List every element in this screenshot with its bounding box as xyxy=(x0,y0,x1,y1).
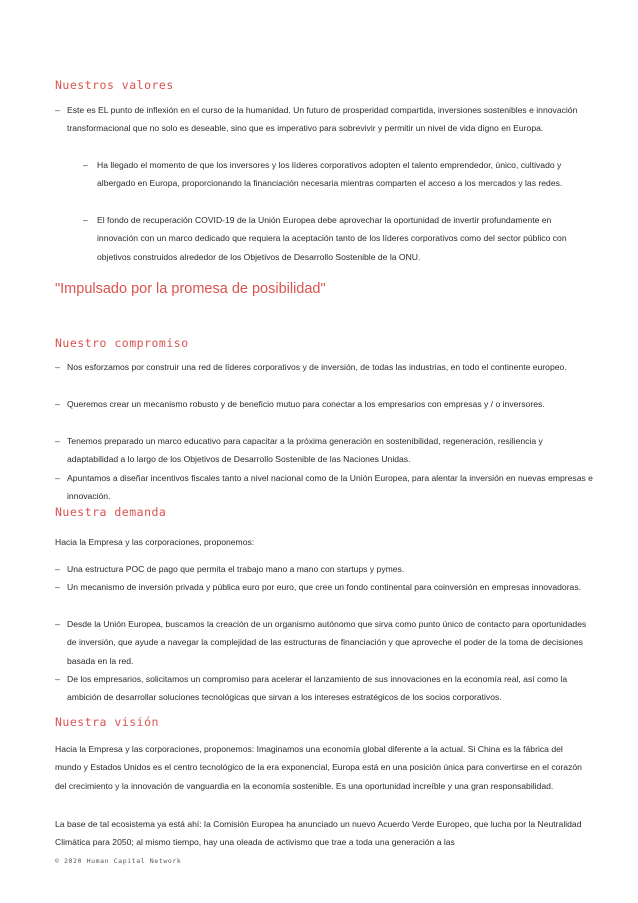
list-item-text: Apuntamos a diseñar incentivos fiscales tanto a nivel nacional como de la Unión Europea, para alentar la inversión en nuevas empresas e innovación. xyxy=(67,473,593,502)
bullet-dash: – xyxy=(55,564,60,574)
pull-quote: "Impulsado por la promesa de posibilidad" xyxy=(55,281,326,297)
bullet-dash: – xyxy=(55,674,60,684)
section-heading-vision: Nuestra visión xyxy=(55,715,159,729)
list-item-text: Tenemos preparado un marco educativo para capacitar a la próxima generación en sostenibilidad, regeneración, resiliencia y adaptabilidad a lo largo de los Objetivos de Desarrollo Sostenible de las Naciones Unidas. xyxy=(67,436,543,465)
bullet-dash: – xyxy=(55,436,60,446)
bullet-dash: – xyxy=(55,582,60,592)
list-item xyxy=(55,615,595,670)
section-heading-demanda: Nuestra demanda xyxy=(55,505,167,519)
section-heading-compromiso: Nuestro compromiso xyxy=(55,336,189,350)
list-item-text: Nos esforzamos por construir una red de líderes corporativos y de inversión, de todas las industrias, en todo el continente europeo. xyxy=(67,362,567,372)
list-item-text: El fondo de recuperación COVID-19 de la Unión Europea debe aprovechar la oportunidad de invertir profundamente en innovación con un marco dedicado que requiera la aceptación tanto de los líderes corporativos como del sector público con objetivos construidos alrededor de los Objetivos de Desarrollo Sostenible de la ONU. xyxy=(97,215,567,262)
list-item xyxy=(55,358,595,376)
list-item xyxy=(55,432,595,469)
bullet-dash: – xyxy=(55,619,60,629)
section-heading-valores: Nuestros valores xyxy=(55,78,174,92)
list-item-text: Un mecanismo de inversión privada y pública euro por euro, que cree un fondo continental para coinversión en empresas innovadoras. xyxy=(67,582,582,592)
list-item-text: Ha llegado el momento de que los inversores y los líderes corporativos adopten el talento emprendedor, único, cultivado y albergado en Europa, proporcionando la financiación necesaria mientras comparten el acceso a los mercados y las redes. xyxy=(97,160,563,189)
list-item xyxy=(55,670,595,707)
footer-copyright: © 2020 Human Capital Network xyxy=(55,857,182,865)
bullet-dash: – xyxy=(55,105,60,115)
bullet-dash: – xyxy=(55,399,60,409)
list-item-text: Queremos crear un mecanismo robusto y de beneficio mutuo para conectar a los empresarios con empresas y / o inversores. xyxy=(67,399,545,409)
list-item xyxy=(83,211,585,266)
list-item xyxy=(55,578,595,596)
list-item xyxy=(55,469,595,506)
list-item-text: Este es EL punto de inflexión en el curso de la humanidad. Un futuro de prosperidad compartida, inversiones sostenibles e innovación transformacional que no solo es deseable, sino que es imperativo para sobrevivir y permitir un nivel de vida digno en Europa. xyxy=(67,105,578,134)
list-item xyxy=(55,395,595,413)
bullet-dash: – xyxy=(83,215,88,225)
paragraph: Hacia la Empresa y las corporaciones, proponemos: Imaginamos una economía global diferente a la actual. Si China es la fábrica del mundo y Estados Unidos es el centro tecnológico de la era exponencial, Europa está en una posición única para convertirse en el corazón del crecimiento y la innovación de vanguardia en la economía sostenible. Es una oportunidad increíble y una gran responsabilidad. xyxy=(55,744,582,791)
section-intro: Hacia la Empresa y las corporaciones, proponemos: xyxy=(55,537,255,547)
list-item-text: De los empresarios, solicitamos un compromiso para acelerar el lanzamiento de sus innovaciones en la economía real, así como la ambición de desarrollar soluciones tecnológicas que sirvan a los intereses estratégicos de los socios corporativos. xyxy=(67,674,568,703)
bullet-dash: – xyxy=(55,473,60,483)
list-item-text: Desde la Unión Europea, buscamos la creación de un organismo autónomo que sirva como punto único de contacto para oportunidades de inversión, que ayude a navegar la complejidad de las estructuras de financiación y que aproveche el poder de la toma de decisiones basada en la red. xyxy=(67,619,587,666)
list-item xyxy=(55,560,595,578)
list-item-text: Una estructura POC de pago que permita el trabajo mano a mano con startups y pymes. xyxy=(67,564,405,574)
list-item xyxy=(55,101,595,138)
paragraph: La base de tal ecosistema ya está ahí: la Comisión Europea ha anunciado un nuevo Acuerdo Verde Europeo, que lucha por la Neutralidad Climática para 2050; al mismo tiempo, hay una oleada de activismo que trae a toda una generación a las xyxy=(55,819,582,848)
bullet-dash: – xyxy=(83,160,88,170)
list-item xyxy=(83,156,585,193)
bullet-dash: – xyxy=(55,362,60,372)
